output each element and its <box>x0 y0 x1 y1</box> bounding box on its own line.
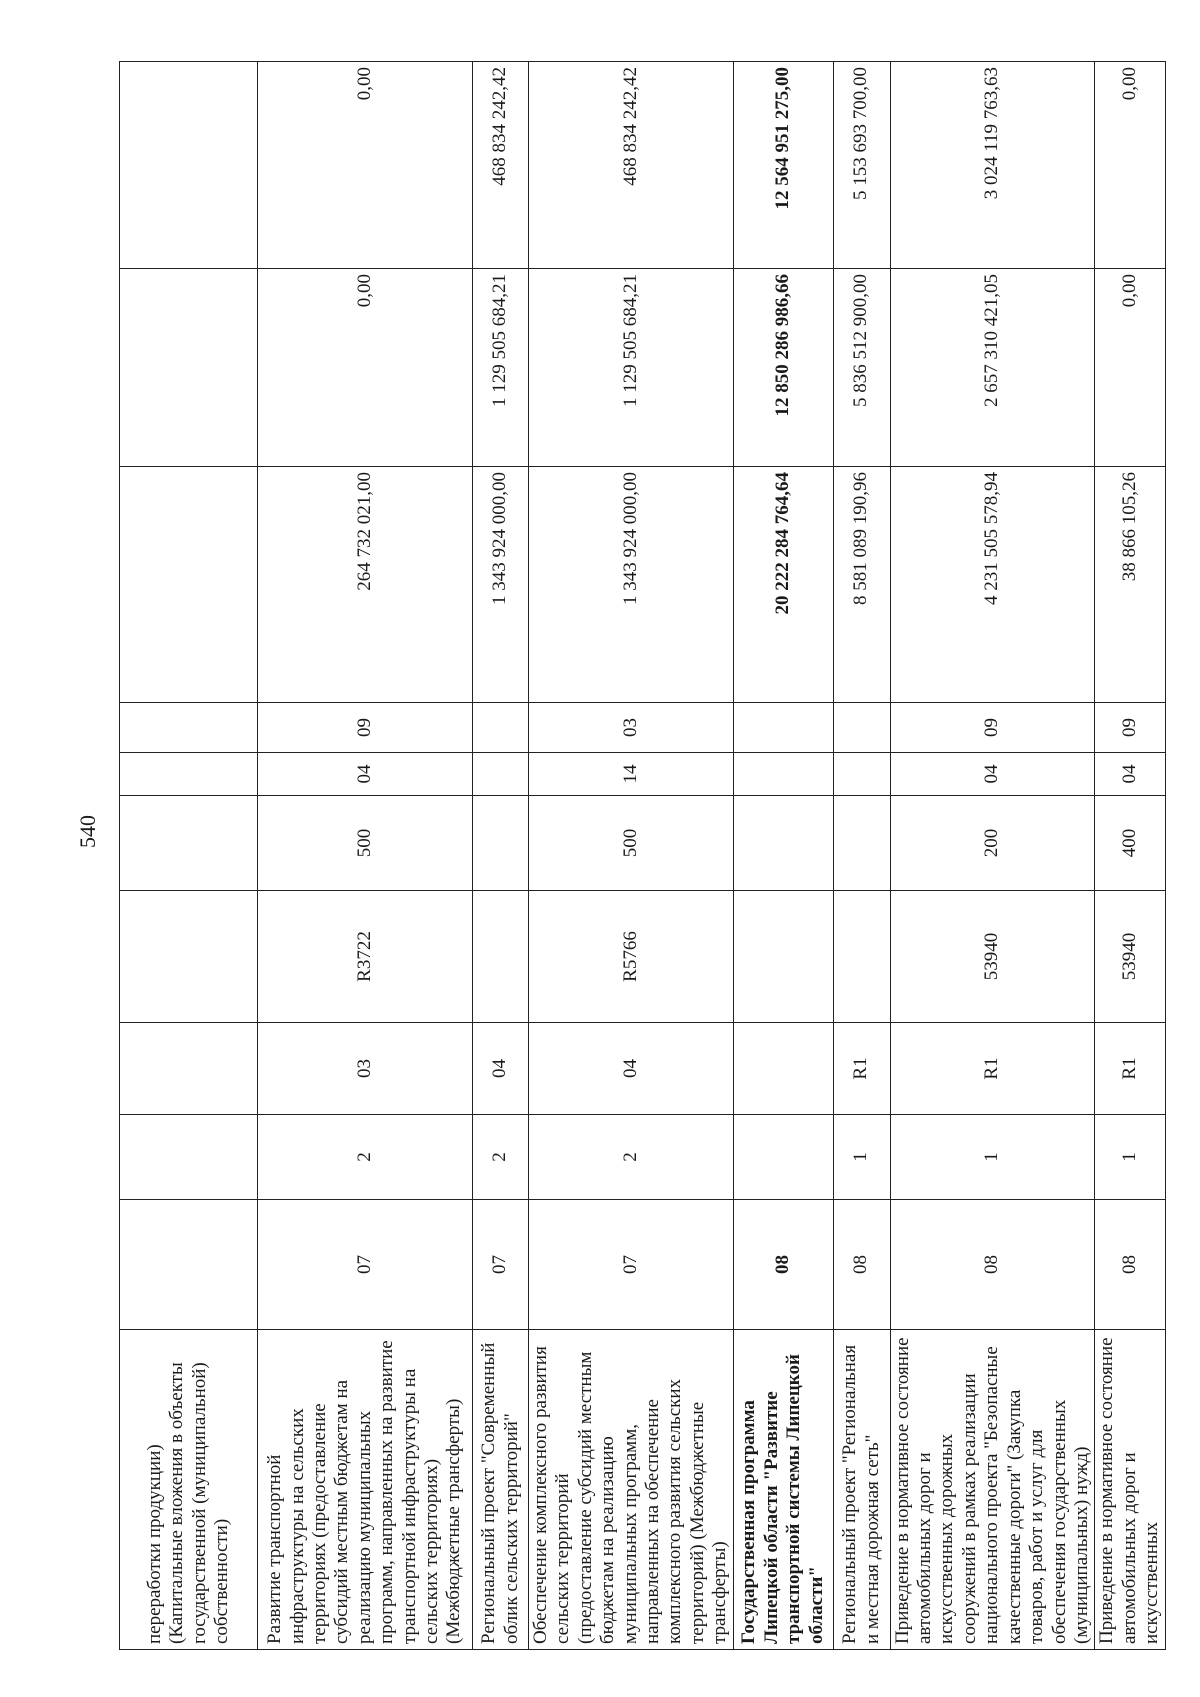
row-name: Региональный проект "Современный облик сельских территорий" <box>473 1330 529 1650</box>
row-name: Государственная программа Липецкой области "Развитие транспортной системы Липецкой области" <box>733 1330 833 1650</box>
cell-c5: 500 <box>258 796 473 891</box>
cell-c3: 04 <box>473 1023 529 1115</box>
cell-v1: 1 343 924 000,00 <box>473 467 529 703</box>
row-name: Обеспечение комплексного развития сельских территорий (предоставление субсидий местным бюджетам на реализацию муниципальных программ, направленных на обеспечение комплексного развития сельских территорий) (Межбюджетные трансферты) <box>529 1330 734 1650</box>
cell-c1: 08 <box>833 1200 890 1330</box>
page-number: 540 <box>75 815 100 848</box>
rotated-page-content <box>119 62 1163 1650</box>
row-name: Приведение в нормативное состояние автомобильных дорог и искусственных дорожных сооружений в рамках реализации национального проекта "Безопасные качественные дороги" (Закупка товаров, работ и услуг для обеспечения государственных (муниципальных) нужд) <box>890 1330 1095 1650</box>
cell-c6 <box>473 753 529 796</box>
cell-c2: 2 <box>473 1115 529 1200</box>
cell-v2: 0,00 <box>258 269 473 467</box>
cell-v2: 0,00 <box>1095 269 1165 467</box>
cell-c7: 09 <box>890 703 1095 753</box>
cell-v1: 20 222 284 764,64 <box>733 467 833 703</box>
cell-c1 <box>120 1200 258 1330</box>
cell-c4: 53940 <box>1095 891 1165 1023</box>
cell-c1: 07 <box>258 1200 473 1330</box>
cell-c2: 2 <box>529 1115 734 1200</box>
cell-c1: 08 <box>1095 1200 1165 1330</box>
cell-v3: 0,00 <box>258 62 473 269</box>
row-name: Приведение в нормативное состояние автомобильных дорог и искусственных <box>1095 1330 1165 1650</box>
cell-c3: 04 <box>529 1023 734 1115</box>
cell-c7 <box>120 703 258 753</box>
cell-c2: 1 <box>890 1115 1095 1200</box>
cell-c7: 03 <box>529 703 734 753</box>
cell-v1: 264 732 021,00 <box>258 467 473 703</box>
cell-v3: 468 834 242,42 <box>473 62 529 269</box>
cell-v1: 1 343 924 000,00 <box>529 467 734 703</box>
cell-c6: 04 <box>890 753 1095 796</box>
cell-c3: R1 <box>1095 1023 1165 1115</box>
cell-c7: 09 <box>258 703 473 753</box>
cell-c3 <box>120 1023 258 1115</box>
cell-c5: 400 <box>1095 796 1165 891</box>
cell-c7 <box>833 703 890 753</box>
row-name: Развитие транспортной инфраструктуры на сельских территориях (предоставление субсидий местным бюджетам на реализацию муниципальных программ, направленных на развитие транспортной инфраструктуры на сельских территориях) (Межбюджетные трансферты) <box>258 1330 473 1650</box>
cell-c1: 08 <box>733 1200 833 1330</box>
cell-c4 <box>833 891 890 1023</box>
cell-c4 <box>733 891 833 1023</box>
cell-v2: 1 129 505 684,21 <box>529 269 734 467</box>
cell-v3: 3 024 119 763,63 <box>890 62 1095 269</box>
cell-v2: 12 850 286 986,66 <box>733 269 833 467</box>
cell-c3: R1 <box>833 1023 890 1115</box>
cell-v2: 1 129 505 684,21 <box>473 269 529 467</box>
cell-c5 <box>833 796 890 891</box>
cell-c5: 200 <box>890 796 1095 891</box>
table-row <box>833 62 890 1650</box>
cell-c1: 07 <box>529 1200 734 1330</box>
cell-c4 <box>473 891 529 1023</box>
cell-c2: 1 <box>1095 1115 1165 1200</box>
cell-c1: 08 <box>890 1200 1095 1330</box>
cell-v1: 8 581 089 190,96 <box>833 467 890 703</box>
cell-c2: 2 <box>258 1115 473 1200</box>
row-name: Региональный проект "Региональная и местная дорожная сеть" <box>833 1330 890 1650</box>
cell-c7 <box>733 703 833 753</box>
cell-c6: 04 <box>1095 753 1165 796</box>
row-name: переработки продукции) (Капитальные вложения в объекты государственной (муниципальной) собственности) <box>120 1330 258 1650</box>
cell-c3: R1 <box>890 1023 1095 1115</box>
table-row <box>733 62 833 1650</box>
cell-c3: 03 <box>258 1023 473 1115</box>
table-row <box>1095 62 1165 1650</box>
table-row <box>120 62 258 1650</box>
table-row <box>529 62 734 1650</box>
table-row <box>890 62 1095 1650</box>
cell-v3: 0,00 <box>1095 62 1165 269</box>
cell-c1: 07 <box>473 1200 529 1330</box>
cell-c5 <box>733 796 833 891</box>
cell-v2: 5 836 512 900,00 <box>833 269 890 467</box>
cell-v3: 5 153 693 700,00 <box>833 62 890 269</box>
table-row <box>473 62 529 1650</box>
cell-c5 <box>120 796 258 891</box>
cell-v2: 2 657 310 421,05 <box>890 269 1095 467</box>
cell-c4: R3722 <box>258 891 473 1023</box>
cell-v3: 468 834 242,42 <box>529 62 734 269</box>
cell-c5: 500 <box>529 796 734 891</box>
cell-c4: R5766 <box>529 891 734 1023</box>
cell-c4 <box>120 891 258 1023</box>
cell-c6 <box>120 753 258 796</box>
cell-v2 <box>120 269 258 467</box>
cell-c2: 1 <box>833 1115 890 1200</box>
cell-c4: 53940 <box>890 891 1095 1023</box>
cell-v1 <box>120 467 258 703</box>
cell-c3 <box>733 1023 833 1115</box>
cell-c7 <box>473 703 529 753</box>
budget-table <box>119 61 1166 1650</box>
cell-c5 <box>473 796 529 891</box>
cell-c2 <box>733 1115 833 1200</box>
cell-v1: 4 231 505 578,94 <box>890 467 1095 703</box>
cell-c6 <box>733 753 833 796</box>
cell-c7: 09 <box>1095 703 1165 753</box>
cell-c6: 14 <box>529 753 734 796</box>
cell-c6 <box>833 753 890 796</box>
cell-c2 <box>120 1115 258 1200</box>
table-row <box>258 62 473 1650</box>
cell-v3: 12 564 951 275,00 <box>733 62 833 269</box>
cell-c6: 04 <box>258 753 473 796</box>
cell-v3 <box>120 62 258 269</box>
cell-v1: 38 866 105,26 <box>1095 467 1165 703</box>
